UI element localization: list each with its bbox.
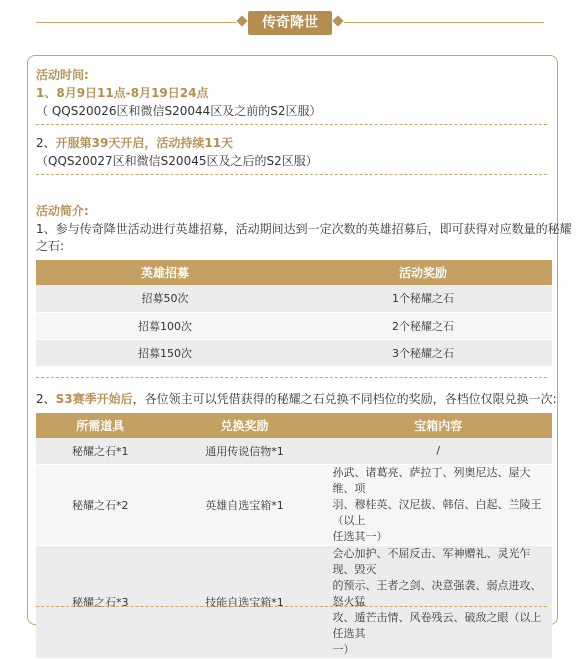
table-cell: 3个秘耀之石 [294, 339, 552, 366]
banner [0, 0, 580, 44]
column-header: 所需道具 [36, 413, 164, 438]
content-line: 羽、穆桂英、汉尼拔、韩信、白起、兰陵王（以上 [332, 497, 542, 527]
divider [36, 377, 547, 378]
column-header: 兑换奖励 [164, 413, 324, 438]
table-cell: 秘耀之石*2 [36, 464, 164, 545]
time-item-2-prefix: 2、 [36, 136, 56, 150]
table-cell: 2个秘耀之石 [294, 312, 552, 339]
table-header-row [36, 413, 552, 438]
banner-line-right [344, 22, 544, 23]
intro-para-2 [36, 390, 557, 407]
intro-para-2-prefix: 2、 [36, 392, 56, 406]
table-cell: 1个秘耀之石 [294, 285, 552, 312]
diamond-ornament-icon [236, 15, 247, 26]
recruit-reward-table [36, 260, 552, 367]
divider [36, 174, 547, 175]
table-cell: 通用传说信物*1 [164, 438, 324, 464]
section-intro-heading: 活动简介: [36, 204, 89, 218]
table-cell [325, 464, 552, 545]
column-header: 宝箱内容 [325, 413, 552, 438]
table-row [36, 339, 552, 366]
table-row [36, 312, 552, 339]
table-row [36, 438, 552, 464]
table-cell: 秘耀之石*3 [36, 545, 164, 658]
divider [36, 606, 547, 607]
table-row [36, 285, 552, 312]
time-item-2-note: （QQS20027区和微信S20045区及之后的S2区服） [36, 154, 318, 168]
content-line: 孙武、诸葛亮、萨拉丁、列奥尼达、屋大维、项 [332, 465, 531, 495]
content-line: 会心加护、不屈反击、军神赠礼、灵光乍现、毁灭 [332, 546, 531, 576]
time-item-2-title [36, 134, 233, 151]
content-line: 一） [332, 642, 355, 656]
divider [36, 124, 547, 125]
column-header: 活动奖励 [294, 260, 552, 285]
diamond-ornament-icon [332, 15, 343, 26]
time-item-2-bold: 开服第39天开启，活动持续11天 [55, 136, 234, 150]
table-cell: 招募50次 [36, 285, 294, 312]
time-item-1-note: （ QQS20026区和微信S20044区及之前的S2区服） [36, 104, 322, 118]
table-cell [325, 545, 552, 658]
table-cell: 招募100次 [36, 312, 294, 339]
banner-line-left [36, 22, 236, 23]
time-item-1-title: 1、8月9日11点-8月19日24点 [36, 86, 209, 100]
table-cell: 秘耀之石*1 [36, 438, 164, 464]
intro-para-1-line-1: 1、参与传奇降世活动进行英雄招募，活动期间达到一定次数的英雄招募后，即可获得对应数量的秘耀 [36, 222, 572, 236]
intro-para-2-bold: S3赛季开始后 [55, 392, 133, 406]
intro-para-2-rest: ，各位领主可以凭借获得的秘耀之石兑换不同档位的奖励，各档位仅限兑换一次: [132, 392, 557, 406]
table-cell: 英雄自选宝箱*1 [164, 464, 324, 545]
table-cell: 技能自选宝箱*1 [164, 545, 324, 658]
table-cell: / [325, 438, 552, 464]
banner-title: 传奇降世 [248, 11, 332, 35]
table-row [36, 464, 552, 545]
table-cell: 招募150次 [36, 339, 294, 366]
table-row [36, 545, 552, 658]
content-line: 任选其一） [332, 529, 388, 543]
event-panel [27, 55, 572, 656]
exchange-table [36, 413, 552, 659]
column-header: 英雄招募 [36, 260, 294, 285]
content-line: 的预示、王者之剑、决意强袭、弱点进攻、怒火猛 [332, 578, 542, 608]
content-line: 攻、遁芒击情、风卷残云、破敌之眼（以上任选其 [332, 610, 542, 640]
section-time-heading: 活动时间: [36, 68, 89, 82]
table-header-row [36, 260, 552, 285]
intro-para-1-line-2: 之石: [36, 239, 65, 253]
